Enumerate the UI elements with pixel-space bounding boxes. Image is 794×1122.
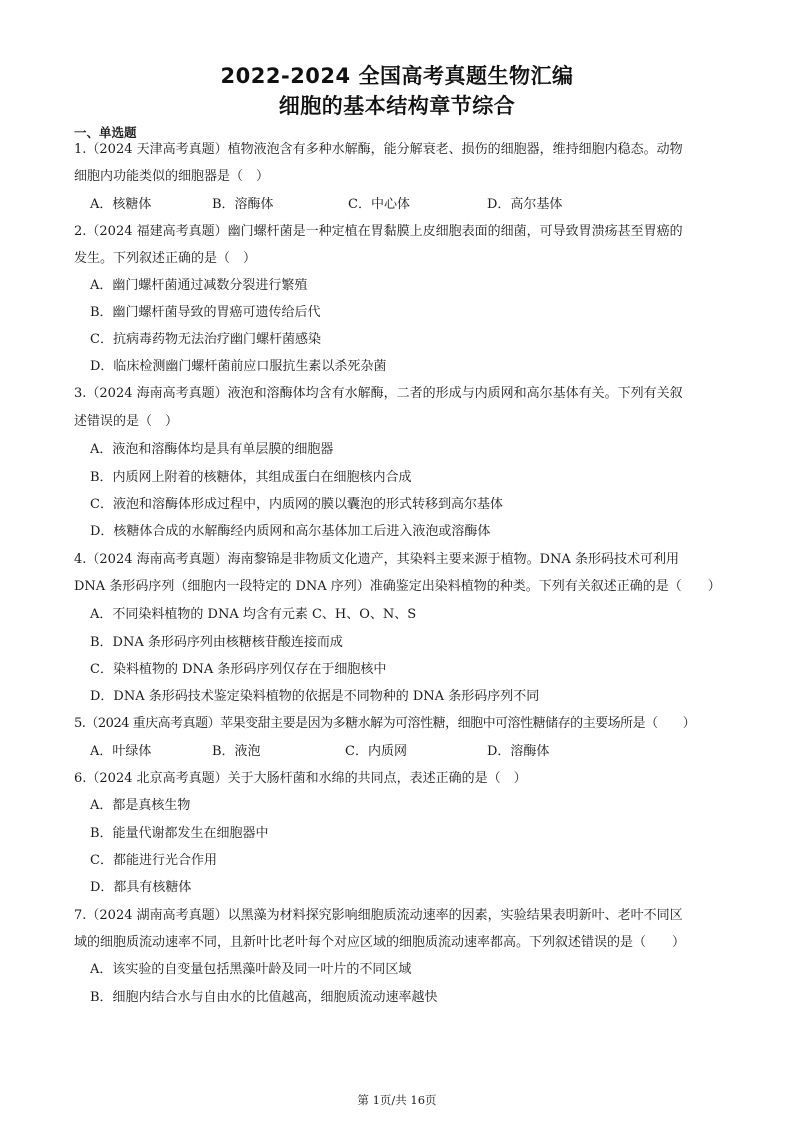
question-2-stem-line-2: 发生。下列叙述正确的是（ ）	[74, 251, 257, 266]
question-7-option-a: A．该实验的自变量包括黑藻叶龄及同一叶片的不同区域	[90, 962, 412, 977]
question-1-stem-line-1: 1.（2024 天津高考真题）植物液泡含有多种水解酶，能分解衰老、损伤的细胞器，维持细胞内稳态。动物	[74, 142, 683, 157]
document-title: 2022-2024 全国高考真题生物汇编	[220, 64, 574, 88]
page-footer: 第 1页/共 16页	[357, 1093, 437, 1107]
question-5-stem-line-1: 5.（2024 重庆高考真题）苹果变甜主要是因为多糖水解为可溶性糖，细胞中可溶性糖储存的主要场所是（ ）	[74, 716, 696, 731]
question-4-option-a: A．不同染料植物的 DNA 均含有元素 C、H、O、N、S	[90, 607, 417, 622]
question-3-option-d: D．核糖体合成的水解酶经内质网和高尔基体加工后进入液泡或溶酶体	[90, 524, 491, 539]
question-5-option-a: A．叶绿体	[90, 744, 152, 759]
question-1-option-a: A．核糖体	[90, 197, 152, 212]
section-heading: 一、单选题	[74, 125, 137, 140]
question-2-option-a: A．幽门螺杆菌通过减数分裂进行繁殖	[90, 278, 308, 293]
question-6-option-b: B．能量代谢都发生在细胞器中	[90, 826, 269, 841]
question-5-option-c: C．内质网	[345, 744, 407, 759]
document-subtitle: 细胞的基本结构章节综合	[278, 94, 516, 118]
question-4-option-c: C．染料植物的 DNA 条形码序列仅存在于细胞核中	[90, 662, 387, 677]
question-5-option-d: D．溶酶体	[487, 744, 550, 759]
question-1-stem-line-2: 细胞内功能类似的细胞器是（ ）	[74, 169, 270, 184]
question-3-option-a: A．液泡和溶酶体均是具有单层膜的细胞器	[90, 442, 334, 457]
question-7-stem-line-2: 域的细胞质流动速率不同，且新叶比老叶每个对应区域的细胞质流动速率都高。下列叙述错误的是（ ）	[74, 935, 686, 950]
question-4-stem-line-1: 4.（2024 海南高考真题）海南黎锦是非物质文化遗产，其染料主要来源于植物。DNA 条形码技术可利用	[74, 552, 679, 567]
question-3-stem-line-1: 3.（2024 海南高考真题）液泡和溶酶体均含有水解酶，二者的形成与内质网和高尔基体有关。下列有关叙	[74, 386, 683, 401]
question-1-option-b: B．溶酶体	[212, 197, 274, 212]
question-6-option-a: A．都是真核生物	[90, 798, 191, 813]
question-2-option-d: D．临床检测幽门螺杆菌前应口服抗生素以杀死杂菌	[90, 359, 387, 374]
question-1-option-d: D．高尔基体	[487, 197, 563, 212]
question-4-option-d: D．DNA 条形码技术鉴定染料植物的依据是不同物种的 DNA 条形码序列不同	[90, 689, 540, 704]
question-4-stem-line-2: DNA 条形码序列（细胞内一段特定的 DNA 序列）准确鉴定出染料植物的种类。下列有关叙述正确的是（ ）	[74, 579, 721, 594]
question-2-option-b: B．幽门螺杆菌导致的胃癌可遗传给后代	[90, 305, 321, 320]
question-5-option-b: B．液泡	[212, 744, 261, 759]
question-2-stem-line-1: 2.（2024 福建高考真题）幽门螺杆菌是一种定植在胃黏膜上皮细胞表面的细菌，可导致胃溃疡甚至胃癌的	[74, 224, 683, 239]
question-6-option-c: C．都能进行光合作用	[90, 853, 217, 868]
question-2-option-c: C．抗病毒药物无法治疗幽门螺杆菌感染	[90, 332, 321, 347]
question-4-option-b: B．DNA 条形码序列由核糖核苷酸连接而成	[90, 635, 343, 650]
question-7-option-b: B．细胞内结合水与自由水的比值越高，细胞质流动速率越快	[90, 990, 438, 1005]
question-3-option-b: B．内质网上附着的核糖体，其组成蛋白在细胞核内合成	[90, 470, 412, 485]
question-3-option-c: C．液泡和溶酶体形成过程中，内质网的膜以囊泡的形式转移到高尔基体	[90, 497, 503, 512]
question-3-stem-line-2: 述错误的是（ ）	[74, 414, 179, 429]
question-1-option-c: C．中心体	[348, 197, 410, 212]
question-6-stem-line-1: 6.（2024 北京高考真题）关于大肠杆菌和水绵的共同点，表述正确的是（ ）	[74, 771, 527, 786]
question-6-option-d: D．都具有核糖体	[90, 880, 192, 895]
question-7-stem-line-1: 7.（2024 湖南高考真题）以黑藻为材料探究影响细胞质流动速率的因素，实验结果表明新叶、老叶不同区	[74, 908, 683, 923]
